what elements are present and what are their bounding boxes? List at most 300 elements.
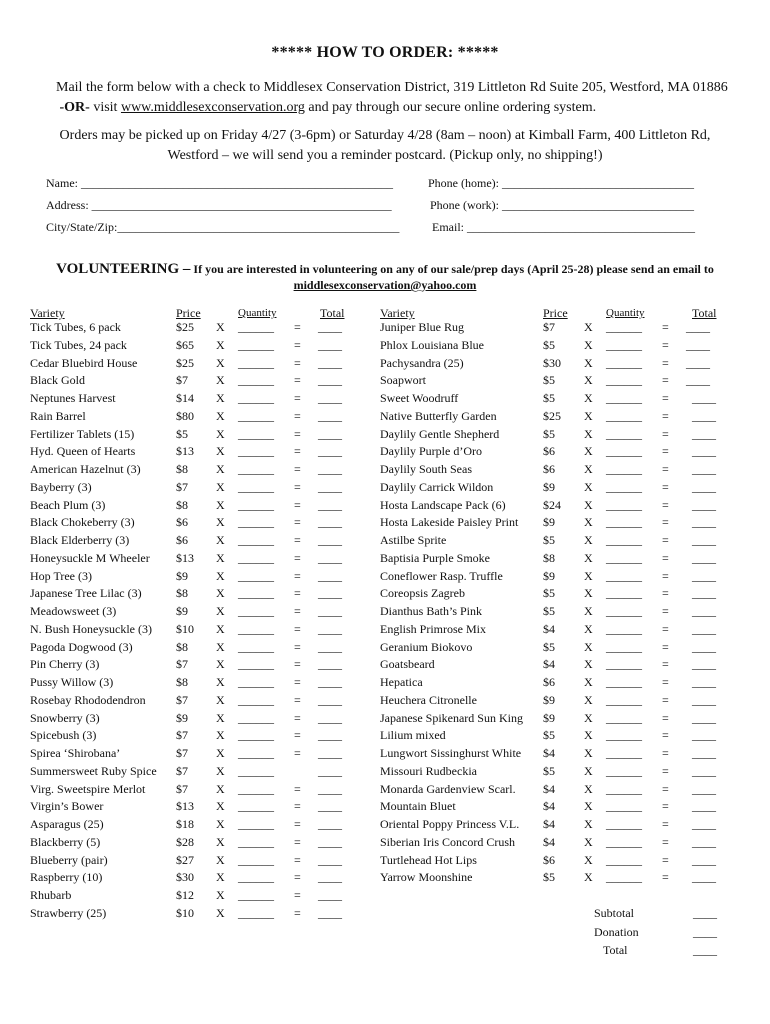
equals-sign: =	[294, 639, 301, 654]
total-blank[interactable]: ____	[692, 852, 716, 867]
total-blank[interactable]: ____	[318, 888, 342, 902]
item-name: Hosta Lakeside Paisley Print	[380, 515, 519, 530]
total-blank[interactable]: ____	[318, 604, 342, 618]
equals-sign: =	[294, 550, 301, 565]
quantity-blank[interactable]: ______	[238, 728, 274, 743]
equals-sign: =	[662, 799, 669, 814]
quantity-blank[interactable]: ______	[606, 781, 642, 796]
quantity-blank[interactable]: ______	[238, 497, 274, 512]
table-row	[0, 585, 740, 602]
item-name: Astilbe Sprite	[380, 533, 447, 547]
times-sign: X	[584, 444, 593, 459]
total-blank[interactable]: ____	[692, 621, 716, 636]
quantity-blank[interactable]: ______	[606, 657, 642, 672]
item-name: Pussy Willow (3)	[30, 675, 114, 689]
item-name: Virg. Sweetspire Merlot	[30, 781, 146, 796]
times-sign: X	[216, 888, 225, 902]
equals-sign: =	[294, 337, 301, 352]
quantity-blank[interactable]: ______	[238, 515, 274, 530]
quantity-blank[interactable]: ______	[238, 763, 274, 778]
equals-sign: =	[662, 426, 669, 441]
quantity-blank[interactable]: ______	[238, 550, 274, 565]
quantity-blank[interactable]: ______	[606, 462, 642, 476]
item-price: $6	[543, 852, 555, 867]
item-price: $9	[176, 710, 188, 725]
total-label: Total	[603, 943, 628, 957]
quantity-blank[interactable]: ______	[606, 586, 642, 601]
item-price: $5	[543, 604, 555, 618]
quantity-blank[interactable]: ______	[606, 639, 642, 654]
item-name: Honeysuckle M Wheeler	[30, 550, 150, 565]
table-row	[0, 568, 740, 585]
times-sign: X	[216, 444, 225, 459]
times-sign: X	[584, 657, 593, 672]
total-blank[interactable]: ____	[318, 462, 342, 476]
total-blank[interactable]: ____	[318, 746, 342, 760]
total-blank[interactable]: ____	[318, 373, 342, 388]
equals-sign: =	[662, 444, 669, 459]
total-blank[interactable]: ____	[318, 763, 342, 778]
total-blank[interactable]: ____	[692, 550, 716, 565]
item-name: Beach Plum (3)	[30, 497, 106, 512]
quantity-blank[interactable]: ______	[606, 533, 642, 547]
quantity-blank[interactable]: ______	[238, 905, 274, 920]
item-price: $4	[543, 746, 555, 760]
item-name: Native Butterfly Garden	[380, 408, 497, 423]
equals-sign: =	[294, 426, 301, 441]
times-sign: X	[216, 763, 225, 778]
total-blank[interactable]: ____	[318, 905, 342, 920]
table-row	[0, 692, 740, 709]
city-state-zip-field[interactable]: City/State/Zip:_______________________________________________	[46, 220, 400, 234]
times-sign: X	[584, 852, 593, 867]
total-blank[interactable]: ____	[318, 337, 342, 352]
quantity-blank[interactable]: ______	[238, 373, 274, 388]
item-price: $18	[176, 817, 194, 831]
times-sign: X	[216, 337, 225, 352]
times-sign: X	[216, 692, 225, 707]
quantity-blank[interactable]: ______	[606, 870, 642, 885]
item-name: Meadowsweet (3)	[30, 604, 117, 618]
equals-sign: =	[294, 781, 301, 796]
quantity-blank[interactable]: ______	[238, 479, 274, 494]
times-sign: X	[216, 497, 225, 512]
item-price: $28	[176, 834, 194, 849]
equals-sign: =	[294, 692, 301, 707]
quantity-blank[interactable]: ______	[606, 426, 642, 441]
total-blank[interactable]: ____	[318, 497, 342, 512]
item-name: Spirea ‘Shirobana’	[30, 746, 121, 760]
item-price: $5	[543, 763, 555, 778]
quantity-blank[interactable]: ______	[238, 799, 274, 814]
quantity-blank[interactable]: ______	[606, 621, 642, 636]
volunteering-heading: VOLUNTEERING –	[56, 261, 191, 277]
total-blank[interactable]: ____	[318, 621, 342, 636]
quantity-blank[interactable]: ______	[606, 320, 642, 334]
total-blank[interactable]: ____	[318, 426, 342, 441]
quantity-blank[interactable]: ______	[238, 604, 274, 618]
quantity-blank[interactable]: ______	[238, 746, 274, 760]
table-row	[0, 426, 740, 443]
item-name: Daylily Carrick Wildon	[380, 479, 494, 494]
total-blank[interactable]: ____	[692, 444, 716, 459]
table-row	[0, 674, 740, 691]
quantity-blank[interactable]: ______	[606, 391, 642, 405]
quantity-blank[interactable]: ______	[238, 444, 274, 459]
total-blank[interactable]: ____	[692, 586, 716, 601]
total-blank[interactable]: ____	[692, 426, 716, 441]
quantity-blank[interactable]: ______	[606, 408, 642, 423]
quantity-blank[interactable]: ______	[238, 586, 274, 601]
total-blank[interactable]: ____	[318, 355, 342, 370]
equals-sign: =	[662, 657, 669, 672]
equals-sign: =	[662, 391, 669, 405]
address-field[interactable]: Address: __________________________________________________	[46, 198, 392, 212]
right-quantity-header: Quantity	[606, 307, 645, 319]
item-price: $27	[176, 852, 194, 867]
times-sign: X	[216, 639, 225, 654]
times-sign: X	[216, 515, 225, 530]
quantity-blank[interactable]: ______	[606, 604, 642, 618]
item-price: $7	[176, 373, 188, 388]
times-sign: X	[216, 604, 225, 618]
quantity-blank[interactable]: ______	[238, 781, 274, 796]
name-field[interactable]: Name: ____________________________________________________	[46, 176, 393, 190]
quantity-blank[interactable]: ______	[238, 391, 274, 405]
total-blank[interactable]: ____	[318, 781, 342, 796]
quantity-blank[interactable]: ______	[606, 373, 642, 388]
table-row	[0, 852, 740, 869]
donation-blank[interactable]: ____	[693, 925, 717, 939]
quantity-blank[interactable]: ______	[238, 533, 274, 547]
email-field[interactable]: Email: ______________________________________	[432, 220, 695, 234]
equals-sign: =	[294, 568, 301, 583]
total-blank[interactable]: ____	[318, 799, 342, 814]
equals-sign: =	[294, 657, 301, 672]
total-blank[interactable]: ____	[692, 479, 716, 494]
total-blank[interactable]: ____	[318, 639, 342, 654]
item-name: Spicebush (3)	[30, 728, 97, 743]
item-name: Bayberry (3)	[30, 479, 92, 494]
item-price: $9	[176, 568, 188, 583]
times-sign: X	[216, 852, 225, 867]
total-blank[interactable]: ____	[692, 799, 716, 814]
quantity-blank[interactable]: ______	[238, 675, 274, 689]
total-blank[interactable]: ____	[692, 781, 716, 796]
total-blank[interactable]: ____	[692, 568, 716, 583]
subtotal-blank[interactable]: ____	[693, 906, 717, 920]
table-row	[0, 390, 740, 407]
total-blank[interactable]: ____	[692, 834, 716, 849]
item-price: $6	[543, 444, 555, 459]
quantity-blank[interactable]: ______	[606, 852, 642, 867]
phone-work-field[interactable]: Phone (work): ________________________________	[430, 198, 694, 212]
total-blank[interactable]: ____	[318, 444, 342, 459]
times-sign: X	[584, 408, 593, 423]
total-blank[interactable]: ____	[692, 692, 716, 707]
total-blank[interactable]: ____	[318, 852, 342, 867]
quantity-blank[interactable]: ______	[606, 675, 642, 689]
item-name: Coneflower Rasp. Truffle	[380, 568, 503, 583]
quantity-blank[interactable]: ______	[606, 444, 642, 459]
table-row	[0, 443, 740, 460]
table-row	[0, 461, 740, 478]
item-price: $10	[176, 621, 194, 636]
equals-sign: =	[294, 515, 301, 530]
equals-sign: =	[294, 834, 301, 849]
quantity-blank[interactable]: ______	[238, 568, 274, 583]
volunteering-text: If you are interested in volunteering on any of our sale/prep days (April 25-28) please send an email to	[193, 262, 714, 276]
item-price: $6	[176, 515, 188, 530]
equals-sign: =	[662, 639, 669, 654]
times-sign: X	[216, 586, 225, 601]
mail-address-text: Mail the form below with a check to Middlesex Conservation District, 319 Littleton Rd Suite 205, Westford, MA 01886	[56, 80, 728, 95]
item-name: Hosta Landscape Pack (6)	[380, 497, 506, 512]
times-sign: X	[584, 479, 593, 494]
total-blank[interactable]: ____	[318, 692, 342, 707]
item-name: Turtlehead Hot Lips	[380, 852, 477, 867]
total-blank[interactable]: ____	[692, 710, 716, 725]
item-price: $10	[176, 905, 194, 920]
total-blank[interactable]: ____	[318, 533, 342, 547]
total-blank[interactable]: ____	[686, 355, 710, 370]
equals-sign: =	[294, 355, 301, 370]
item-price: $30	[543, 355, 561, 370]
times-sign: X	[216, 391, 225, 405]
item-price: $7	[176, 728, 188, 743]
times-sign: X	[584, 834, 593, 849]
quantity-blank[interactable]: ______	[606, 710, 642, 725]
total-blank[interactable]: ____	[692, 604, 716, 618]
quantity-blank[interactable]: ______	[606, 799, 642, 814]
total-blank[interactable]: ____	[692, 728, 716, 743]
total-blank[interactable]: ____	[692, 763, 716, 778]
times-sign: X	[216, 728, 225, 743]
quantity-blank[interactable]: ______	[606, 817, 642, 831]
equals-sign: =	[294, 746, 301, 760]
total-blank[interactable]: ____	[692, 391, 716, 405]
total-blank[interactable]: ____	[318, 870, 342, 885]
item-name: Japanese Tree Lilac (3)	[30, 586, 142, 601]
times-sign: X	[584, 586, 593, 601]
table-row	[0, 834, 740, 851]
item-name: Pagoda Dogwood (3)	[30, 639, 133, 654]
total-blank[interactable]: ____	[692, 497, 716, 512]
times-sign: X	[584, 870, 593, 885]
equals-sign: =	[662, 852, 669, 867]
times-sign: X	[584, 391, 593, 405]
equals-sign: =	[294, 391, 301, 405]
total-blank[interactable]: ____	[693, 943, 717, 957]
quantity-blank[interactable]: ______	[238, 337, 274, 352]
equals-sign: =	[662, 337, 669, 352]
quantity-blank[interactable]: ______	[238, 870, 274, 885]
times-sign: X	[584, 604, 593, 618]
total-blank[interactable]: ____	[692, 515, 716, 530]
item-price: $6	[543, 675, 555, 689]
times-sign: X	[216, 568, 225, 583]
item-price: $6	[176, 533, 188, 547]
times-sign: X	[584, 337, 593, 352]
times-sign: X	[216, 533, 225, 547]
total-blank[interactable]: ____	[318, 675, 342, 689]
total-blank[interactable]: ____	[692, 462, 716, 476]
quantity-blank[interactable]: ______	[606, 479, 642, 494]
equals-sign: =	[294, 728, 301, 743]
total-blank[interactable]: ____	[692, 408, 716, 423]
equals-sign: =	[662, 462, 669, 476]
total-blank[interactable]: ____	[686, 337, 710, 352]
times-sign: X	[584, 728, 593, 743]
equals-sign: =	[662, 373, 669, 388]
quantity-blank[interactable]: ______	[606, 355, 642, 370]
table-row	[0, 372, 740, 389]
quantity-blank[interactable]: ______	[238, 408, 274, 423]
table-row	[0, 887, 360, 904]
total-blank[interactable]: ____	[318, 657, 342, 672]
item-name: Missouri Rudbeckia	[380, 763, 477, 778]
website-link[interactable]: www.middlesexconservation.org	[120, 100, 305, 115]
quantity-blank[interactable]: ______	[238, 692, 274, 707]
total-blank[interactable]: ____	[318, 710, 342, 725]
total-blank[interactable]: ____	[318, 408, 342, 423]
total-blank[interactable]: ____	[318, 817, 342, 831]
total-blank[interactable]: ____	[318, 568, 342, 583]
quantity-blank[interactable]: ______	[238, 355, 274, 370]
total-blank[interactable]: ____	[686, 373, 710, 388]
item-price: $7	[176, 657, 188, 672]
item-price: $9	[543, 692, 555, 707]
item-name: Pin Cherry (3)	[30, 657, 100, 672]
volunteer-email[interactable]: middlesexconservation@yahoo.com	[293, 278, 477, 292]
times-sign: X	[216, 621, 225, 636]
times-sign: X	[584, 817, 593, 831]
times-sign: X	[216, 550, 225, 565]
item-price: $7	[176, 781, 188, 796]
item-price: $24	[543, 497, 561, 512]
quantity-blank[interactable]: ______	[606, 692, 642, 707]
or-text: -OR-	[59, 100, 90, 115]
quantity-blank[interactable]: ______	[238, 888, 274, 902]
equals-sign: =	[294, 373, 301, 388]
equals-sign: =	[294, 799, 301, 814]
table-row	[0, 337, 740, 354]
total-blank[interactable]: ____	[692, 657, 716, 672]
table-row	[0, 639, 740, 656]
item-name: Strawberry (25)	[30, 905, 107, 920]
total-blank[interactable]: ____	[692, 675, 716, 689]
equals-sign: =	[294, 586, 301, 601]
quantity-blank[interactable]: ______	[238, 462, 274, 476]
equals-sign: =	[662, 550, 669, 565]
item-name: Lungwort Sissinghurst White	[380, 746, 522, 760]
item-name: Juniper Blue Rug	[380, 320, 464, 334]
quantity-blank[interactable]: ______	[606, 497, 642, 512]
table-row	[0, 408, 740, 425]
quantity-blank[interactable]: ______	[606, 763, 642, 778]
item-price: $9	[543, 479, 555, 494]
quantity-blank[interactable]: ______	[238, 426, 274, 441]
item-price: $8	[176, 639, 188, 654]
quantity-blank[interactable]: ______	[238, 657, 274, 672]
equals-sign: =	[662, 479, 669, 494]
table-row	[0, 869, 740, 886]
quantity-blank[interactable]: ______	[606, 834, 642, 849]
item-name: Monarda Gardenview Scarl.	[380, 781, 516, 796]
times-sign: X	[216, 746, 225, 760]
total-blank[interactable]: ____	[318, 320, 342, 334]
table-row	[0, 355, 740, 372]
quantity-blank[interactable]: ______	[606, 746, 642, 760]
equals-sign: =	[294, 905, 301, 920]
quantity-blank[interactable]: ______	[238, 710, 274, 725]
quantity-blank[interactable]: ______	[238, 817, 274, 831]
equals-sign: =	[662, 515, 669, 530]
right-price-header: Price	[543, 306, 568, 320]
total-blank[interactable]: ____	[692, 746, 716, 760]
equals-sign: =	[294, 320, 301, 334]
item-price: $5	[176, 426, 188, 441]
total-blank[interactable]: ____	[318, 586, 342, 601]
quantity-blank[interactable]: ______	[238, 320, 274, 334]
table-row	[0, 905, 360, 922]
times-sign: X	[216, 426, 225, 441]
times-sign: X	[584, 426, 593, 441]
quantity-blank[interactable]: ______	[606, 568, 642, 583]
total-blank[interactable]: ____	[692, 639, 716, 654]
quantity-blank[interactable]: ______	[238, 834, 274, 849]
phone-home-field[interactable]: Phone (home): ________________________________	[428, 176, 694, 190]
item-name: Hop Tree (3)	[30, 568, 92, 583]
total-blank[interactable]: ____	[686, 320, 710, 334]
left-price-header: Price	[176, 306, 201, 320]
quantity-blank[interactable]: ______	[606, 728, 642, 743]
total-blank[interactable]: ____	[692, 870, 716, 885]
equals-sign: =	[662, 763, 669, 778]
item-price: $5	[543, 586, 555, 601]
quantity-blank[interactable]: ______	[606, 515, 642, 530]
right-variety-header: Variety	[380, 306, 415, 320]
total-blank[interactable]: ____	[318, 515, 342, 530]
total-blank[interactable]: ____	[318, 391, 342, 405]
total-blank[interactable]: ____	[692, 817, 716, 831]
item-name: Lilium mixed	[380, 728, 446, 743]
times-sign: X	[216, 870, 225, 885]
table-row	[0, 816, 740, 833]
quantity-blank[interactable]: ______	[606, 337, 642, 352]
page-title: ***** HOW TO ORDER: *****	[271, 44, 499, 61]
total-blank[interactable]: ____	[692, 533, 716, 547]
item-name: Japanese Spikenard Sun King	[380, 710, 523, 725]
total-blank[interactable]: ____	[318, 550, 342, 565]
quantity-blank[interactable]: ______	[238, 621, 274, 636]
equals-sign: =	[662, 604, 669, 618]
quantity-blank[interactable]: ______	[606, 550, 642, 565]
total-blank[interactable]: ____	[318, 834, 342, 849]
quantity-blank[interactable]: ______	[238, 639, 274, 654]
times-sign: X	[216, 373, 225, 388]
item-price: $9	[176, 604, 188, 618]
total-blank[interactable]: ____	[318, 479, 342, 494]
item-name: Snowberry (3)	[30, 710, 100, 725]
quantity-blank[interactable]: ______	[238, 852, 274, 867]
equals-sign: =	[294, 604, 301, 618]
equals-sign: =	[662, 568, 669, 583]
total-blank[interactable]: ____	[318, 728, 342, 743]
equals-sign: =	[294, 408, 301, 423]
item-price: $8	[176, 497, 188, 512]
times-sign: X	[584, 692, 593, 707]
